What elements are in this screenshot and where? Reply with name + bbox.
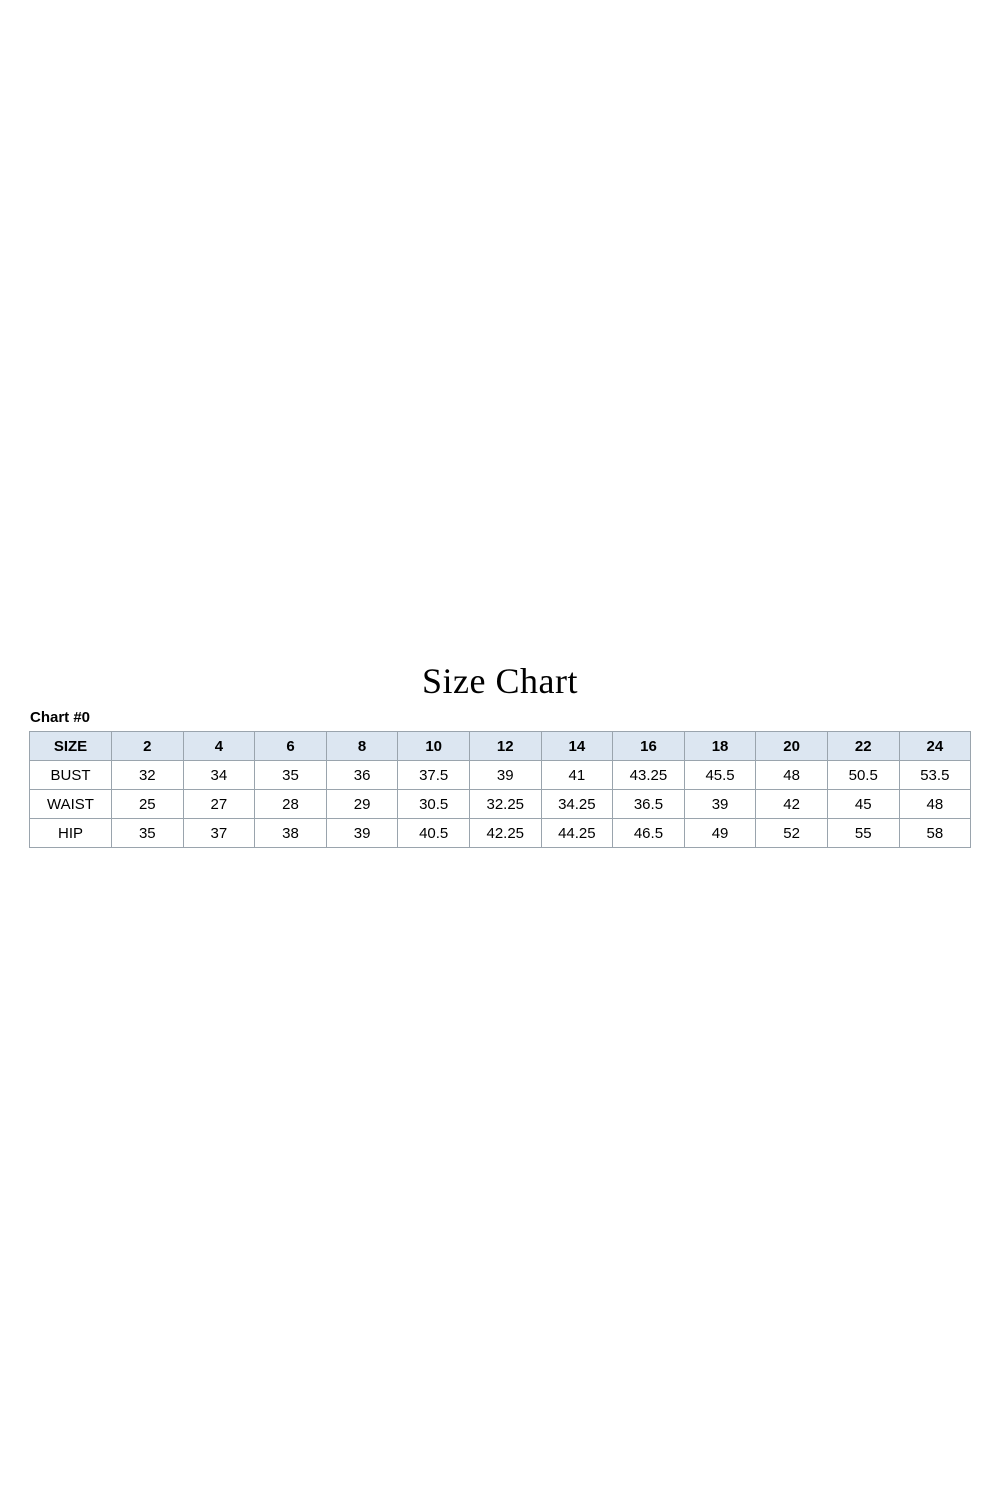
cell-waist-2: 28 [255, 790, 327, 819]
cell-hip-6: 44.25 [541, 819, 613, 848]
cell-bust-10: 50.5 [827, 761, 899, 790]
cell-waist-8: 39 [684, 790, 756, 819]
cell-waist-7: 36.5 [613, 790, 685, 819]
cell-waist-4: 30.5 [398, 790, 470, 819]
column-header-size-3: 8 [326, 732, 398, 761]
cell-bust-6: 41 [541, 761, 613, 790]
column-header-size-1: 4 [183, 732, 255, 761]
column-header-size-2: 6 [255, 732, 327, 761]
cell-bust-0: 32 [112, 761, 184, 790]
cell-hip-5: 42.25 [469, 819, 541, 848]
table-row [30, 819, 971, 848]
size-chart-table [29, 731, 971, 848]
column-header-size-0: 2 [112, 732, 184, 761]
column-header-size: SIZE [30, 732, 112, 761]
cell-waist-1: 27 [183, 790, 255, 819]
cell-bust-3: 36 [326, 761, 398, 790]
cell-waist-3: 29 [326, 790, 398, 819]
cell-hip-11: 58 [899, 819, 971, 848]
table-header-row [30, 732, 971, 761]
cell-bust-8: 45.5 [684, 761, 756, 790]
cell-bust-4: 37.5 [398, 761, 470, 790]
cell-hip-0: 35 [112, 819, 184, 848]
row-header-bust: BUST [30, 761, 112, 790]
cell-hip-8: 49 [684, 819, 756, 848]
cell-bust-1: 34 [183, 761, 255, 790]
row-header-waist: WAIST [30, 790, 112, 819]
cell-hip-3: 39 [326, 819, 398, 848]
table-row [30, 761, 971, 790]
cell-hip-4: 40.5 [398, 819, 470, 848]
cell-waist-6: 34.25 [541, 790, 613, 819]
cell-waist-9: 42 [756, 790, 828, 819]
cell-hip-1: 37 [183, 819, 255, 848]
cell-hip-10: 55 [827, 819, 899, 848]
column-header-size-6: 14 [541, 732, 613, 761]
column-header-size-8: 18 [684, 732, 756, 761]
cell-waist-0: 25 [112, 790, 184, 819]
row-header-hip: HIP [30, 819, 112, 848]
table-body [30, 761, 971, 848]
column-header-size-7: 16 [613, 732, 685, 761]
cell-waist-10: 45 [827, 790, 899, 819]
cell-waist-11: 48 [899, 790, 971, 819]
cell-waist-5: 32.25 [469, 790, 541, 819]
cell-bust-11: 53.5 [899, 761, 971, 790]
page-title: Size Chart [422, 661, 578, 701]
cell-hip-7: 46.5 [613, 819, 685, 848]
chart-number-label: Chart #0 [30, 709, 91, 726]
column-header-size-9: 20 [756, 732, 828, 761]
table-row [30, 790, 971, 819]
cell-bust-9: 48 [756, 761, 828, 790]
table-header [30, 732, 971, 761]
cell-hip-2: 38 [255, 819, 327, 848]
cell-bust-2: 35 [255, 761, 327, 790]
cell-bust-5: 39 [469, 761, 541, 790]
cell-hip-9: 52 [756, 819, 828, 848]
cell-bust-7: 43.25 [613, 761, 685, 790]
column-header-size-11: 24 [899, 732, 971, 761]
size-chart-table-wrapper [29, 731, 971, 848]
column-header-size-10: 22 [827, 732, 899, 761]
column-header-size-4: 10 [398, 732, 470, 761]
column-header-size-5: 12 [469, 732, 541, 761]
